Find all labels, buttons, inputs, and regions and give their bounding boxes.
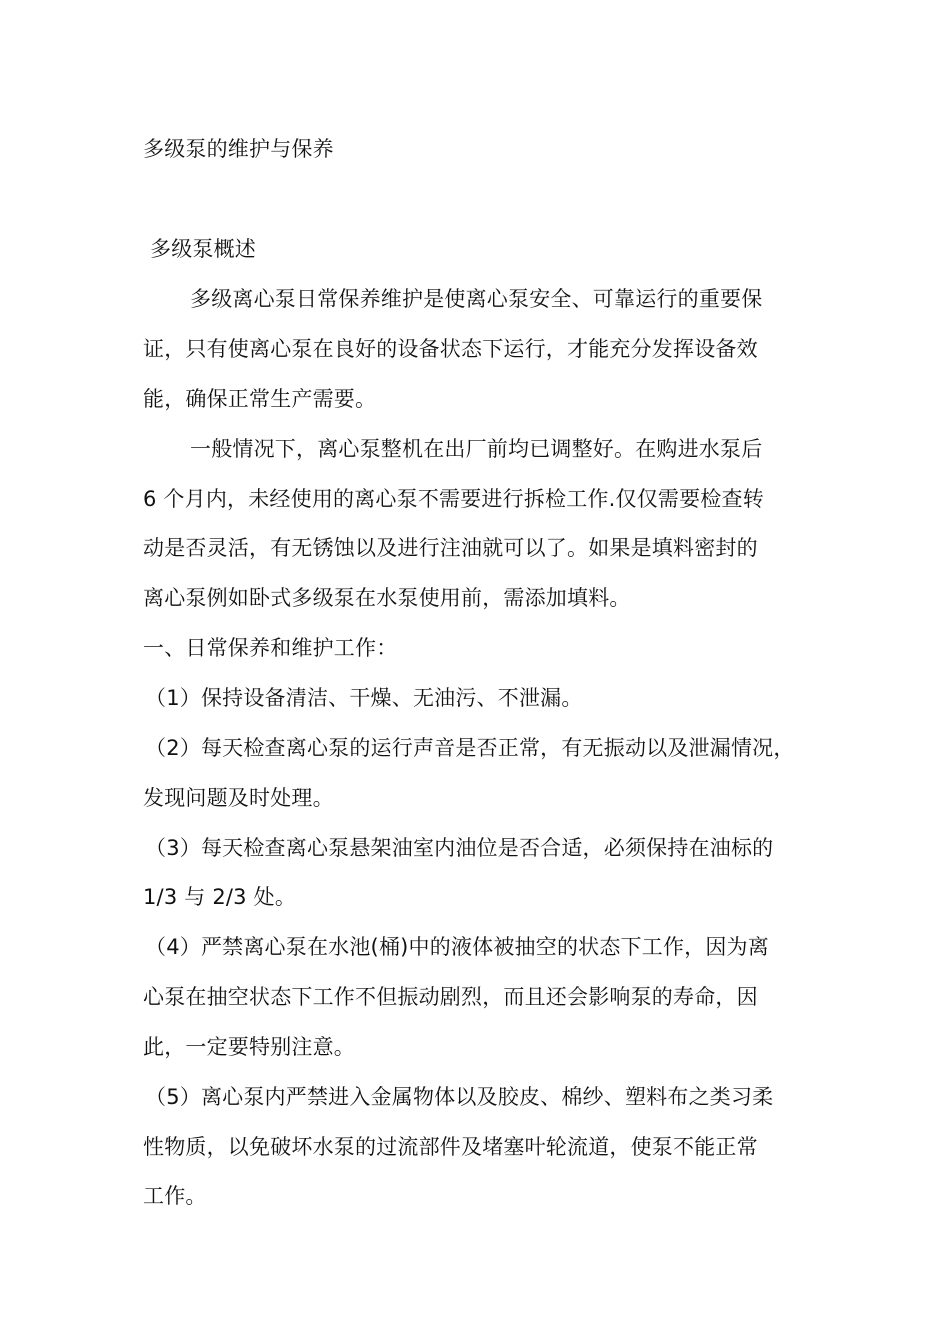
paragraph-line: 能，确保正常生产需要。 (143, 387, 377, 411)
paragraph-line: 证，只有使离心泵在良好的设备状态下运行，才能充分发挥设备效 (143, 337, 758, 361)
section-heading: 多级泵概述 (150, 237, 256, 261)
document-title: 多级泵的维护与保养 (143, 137, 334, 161)
paragraph-line: 动是否灵活，有无锈蚀以及进行注油就可以了。如果是填料密封的 (143, 536, 758, 560)
paragraph-line: 多级离心泵日常保养维护是使离心泵安全、可靠运行的重要保 (190, 287, 763, 311)
list-item-continuation: 性物质，以免破坏水泵的过流部件及堵塞叶轮流道，使泵不能正常 (143, 1135, 758, 1159)
list-item-continuation: 1/3 与 2/3 处。 (143, 885, 297, 909)
paragraph-line: 6 个月内，未经使用的离心泵不需要进行拆检工作.仅仅需要检查转 (143, 487, 764, 511)
paragraph-line: 离心泵例如卧式多级泵在水泵使用前，需添加填料。 (143, 586, 631, 610)
paragraph-line: 一般情况下，离心泵整机在出厂前均已调整好。在购进水泵后 (190, 437, 763, 461)
list-heading: 一、日常保养和维护工作： (143, 636, 398, 660)
list-item: （2）每天检查离心泵的运行声音是否正常，有无振动以及泄漏情况， (145, 736, 795, 760)
list-item: （3）每天检查离心泵悬架油室内油位是否合适，必须保持在油标的 (145, 836, 774, 860)
list-item: （5）离心泵内严禁进入金属物体以及胶皮、棉纱、塑料布之类习柔 (145, 1085, 774, 1109)
list-item-continuation: 此，一定要特别注意。 (143, 1035, 355, 1059)
list-item: （1）保持设备清洁、干燥、无油污、不泄漏。 (145, 686, 583, 710)
list-item-continuation: 工作。 (143, 1184, 207, 1208)
list-item-continuation: 发现问题及时处理。 (143, 786, 334, 810)
list-item-continuation: 心泵在抽空状态下工作不但振动剧烈，而且还会影响泵的寿命，因 (143, 985, 758, 1009)
list-item: （4）严禁离心泵在水池(桶)中的液体被抽空的状态下工作，因为离 (145, 935, 769, 959)
